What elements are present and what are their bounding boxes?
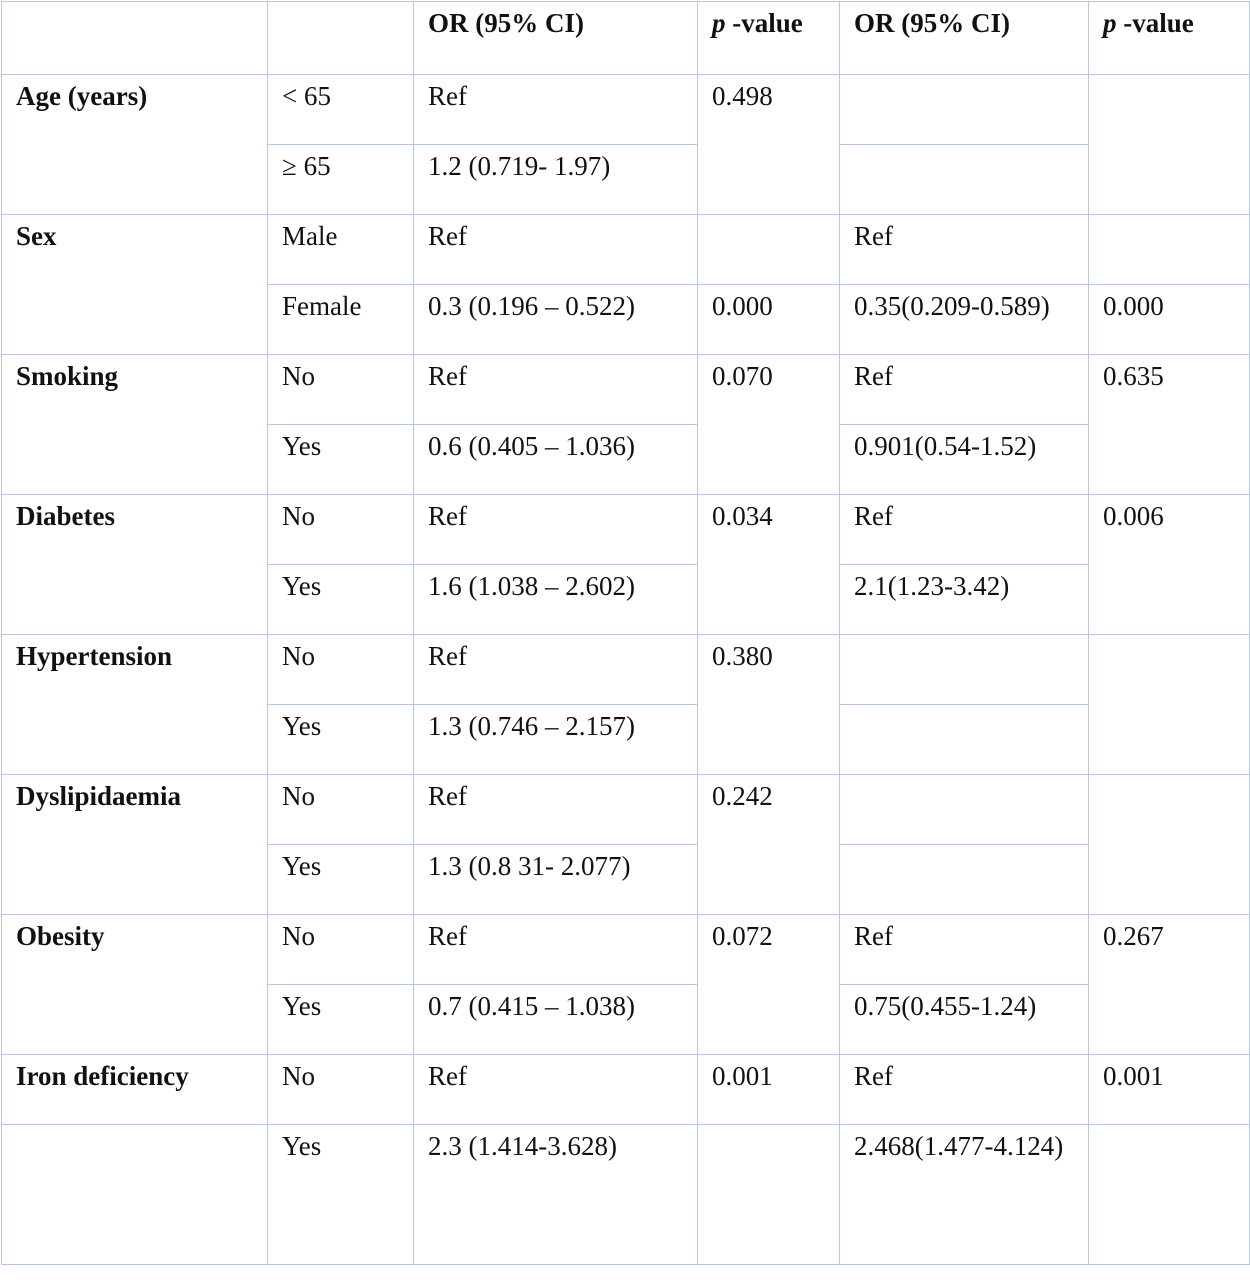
p-multivariate-cell: 0.000 xyxy=(1089,285,1250,355)
table-row xyxy=(2,355,1250,425)
variable-cell: Hypertension xyxy=(2,635,268,775)
or-multivariate-cell xyxy=(840,775,1089,845)
p-multivariate-cell xyxy=(1089,635,1250,775)
level-cell: < 65 xyxy=(268,75,414,145)
level-cell: Yes xyxy=(268,1125,414,1265)
p-univariate-cell: 0.498 xyxy=(698,75,840,215)
p-univariate-cell: 0.034 xyxy=(698,495,840,635)
p-univariate-cell: 0.070 xyxy=(698,355,840,495)
level-cell: Yes xyxy=(268,705,414,775)
p-multivariate-cell: 0.635 xyxy=(1089,355,1250,495)
table-row xyxy=(2,915,1250,985)
header-variable xyxy=(2,2,268,75)
or-multivariate-text: 2.468(1.477-4.124) xyxy=(854,1131,1064,1161)
or-multivariate-cell: Ref xyxy=(840,495,1089,565)
or-multivariate-cell: 0.35(0.209-0.589) xyxy=(840,285,1089,355)
variable-cell-empty xyxy=(2,1125,268,1265)
header-row xyxy=(2,2,1250,75)
or-multivariate-cell: Ref xyxy=(840,355,1089,425)
table-row xyxy=(2,215,1250,285)
p-multivariate-cell xyxy=(1089,75,1250,215)
table-row xyxy=(2,495,1250,565)
p-multivariate-cell xyxy=(1089,1125,1250,1265)
or-multivariate-cell xyxy=(840,145,1089,215)
or-multivariate-cell xyxy=(840,635,1089,705)
level-cell: No xyxy=(268,915,414,985)
or-univariate-cell: 1.6 (1.038 – 2.602) xyxy=(414,565,698,635)
or-univariate-cell: 1.3 (0.746 – 2.157) xyxy=(414,705,698,775)
level-cell: No xyxy=(268,1055,414,1125)
variable-cell: Iron deficiency xyxy=(2,1055,268,1125)
level-cell: Yes xyxy=(268,565,414,635)
p-univariate-cell xyxy=(698,215,840,285)
header-p-multivariate xyxy=(1089,2,1250,75)
level-cell: Female xyxy=(268,285,414,355)
p-univariate-cell: 0.242 xyxy=(698,775,840,915)
variable-cell: Diabetes xyxy=(2,495,268,635)
or-univariate-cell: Ref xyxy=(414,75,698,145)
or-multivariate-cell: Ref xyxy=(840,1055,1089,1125)
or-univariate-cell: Ref xyxy=(414,215,698,285)
level-cell: No xyxy=(268,355,414,425)
p-univariate-cell: 0.000 xyxy=(698,285,840,355)
p-multivariate-cell xyxy=(1089,215,1250,285)
p-rest: -value xyxy=(1116,8,1194,38)
or-univariate-cell: Ref xyxy=(414,355,698,425)
level-cell: Yes xyxy=(268,425,414,495)
p-univariate-cell: 0.380 xyxy=(698,635,840,775)
or-multivariate-cell: 2.1(1.23-3.42) xyxy=(840,565,1089,635)
or-univariate-cell: Ref xyxy=(414,775,698,845)
or-univariate-cell: 0.6 (0.405 – 1.036) xyxy=(414,425,698,495)
or-univariate-cell: Ref xyxy=(414,495,698,565)
p-univariate-cell: 0.072 xyxy=(698,915,840,1055)
level-cell: No xyxy=(268,775,414,845)
level-cell: Yes xyxy=(268,985,414,1055)
or-multivariate-cell xyxy=(840,705,1089,775)
table-row xyxy=(2,635,1250,705)
header-p-univariate xyxy=(698,2,840,75)
header-or-multivariate: OR (95% CI) xyxy=(840,2,1089,75)
p-rest: -value xyxy=(725,8,803,38)
or-univariate-cell: Ref xyxy=(414,1055,698,1125)
variable-cell: Obesity xyxy=(2,915,268,1055)
level-cell: ≥ 65 xyxy=(268,145,414,215)
level-cell: No xyxy=(268,495,414,565)
or-univariate-cell: Ref xyxy=(414,635,698,705)
p-italic: p xyxy=(712,8,726,38)
p-univariate-cell: 0.001 xyxy=(698,1055,840,1125)
or-univariate-cell: 1.2 (0.719- 1.97) xyxy=(414,145,698,215)
p-multivariate-cell: 0.006 xyxy=(1089,495,1250,635)
or-multivariate-cell: Ref xyxy=(840,915,1089,985)
p-multivariate-cell xyxy=(1089,775,1250,915)
or-multivariate-cell xyxy=(840,75,1089,145)
p-multivariate-cell: 0.001 xyxy=(1089,1055,1250,1125)
p-italic: p xyxy=(1103,8,1117,38)
or-univariate-cell: 0.7 (0.415 – 1.038) xyxy=(414,985,698,1055)
or-univariate-cell: 2.3 (1.414-3.628) xyxy=(414,1125,698,1265)
or-multivariate-cell xyxy=(840,845,1089,915)
table-row xyxy=(2,75,1250,145)
or-multivariate-cell xyxy=(840,1125,1089,1265)
p-multivariate-cell: 0.267 xyxy=(1089,915,1250,1055)
variable-cell: Smoking xyxy=(2,355,268,495)
or-multivariate-cell: 0.75(0.455-1.24) xyxy=(840,985,1089,1055)
variable-cell: Sex xyxy=(2,215,268,355)
or-univariate-cell: 0.3 (0.196 – 0.522) xyxy=(414,285,698,355)
level-cell: Male xyxy=(268,215,414,285)
variable-cell: Dyslipidaemia xyxy=(2,775,268,915)
header-or-univariate: OR (95% CI) xyxy=(414,2,698,75)
table-row xyxy=(2,775,1250,845)
or-univariate-cell: 1.3 (0.8 31- 2.077) xyxy=(414,845,698,915)
header-level xyxy=(268,2,414,75)
or-multivariate-cell: Ref xyxy=(840,215,1089,285)
or-multivariate-cell: 0.901(0.54-1.52) xyxy=(840,425,1089,495)
level-cell: No xyxy=(268,635,414,705)
variable-cell: Age (years) xyxy=(2,75,268,215)
p-univariate-cell xyxy=(698,1125,840,1265)
results-table xyxy=(1,1,1250,1265)
table-row xyxy=(2,1125,1250,1265)
or-univariate-cell: Ref xyxy=(414,915,698,985)
level-cell: Yes xyxy=(268,845,414,915)
